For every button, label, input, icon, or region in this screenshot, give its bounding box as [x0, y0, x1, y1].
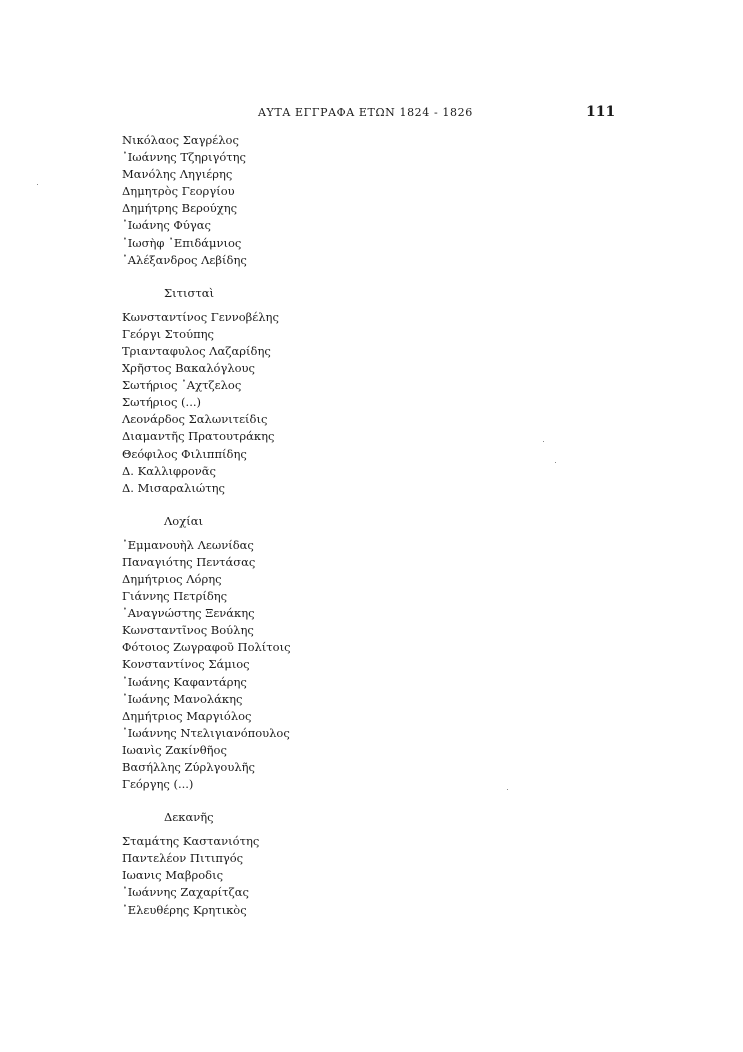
section-heading: Λοχίαι	[164, 513, 203, 528]
section-block	[122, 513, 422, 793]
name-entry: Κωνσταντῖνος Βούλης	[122, 623, 254, 638]
name-entry: Δ. Μισαραλιώτης	[122, 480, 225, 495]
name-entry: Μανόλης Ληγιέρης	[122, 167, 233, 182]
name-entry: Βασήλλης Ζύρλγουλῆς	[122, 760, 255, 774]
name-entry: Κωνσταντίνος Γεννοβέλης	[122, 309, 279, 324]
running-title: ΑΥΤΑ ΕΓΓΡΑΦΑ ΕΤΩΝ 1824 - 1826	[258, 106, 473, 119]
name-entry: Νικόλαος Σαγρέλος	[122, 133, 239, 147]
scan-speck	[507, 789, 508, 790]
name-entry: Γεόργι Στούπης	[122, 326, 214, 341]
name-entry: Χρῆστος Βακαλόγλους	[122, 361, 255, 376]
name-entry: Τριανταφυλος Λαζαρίδης	[122, 343, 271, 358]
name-entry: Γεόργης (...)	[122, 777, 194, 792]
name-entry: Κονσταντίνος Σάμιος	[122, 657, 250, 672]
name-entry: ᾿Ιωάννης Τζηριγότης	[122, 150, 246, 165]
section-block	[122, 132, 422, 269]
name-entry: Σωτήριος (...)	[122, 395, 201, 410]
section-heading: Σιτισταὶ	[164, 285, 214, 300]
name-entry: Δημήτριος Μαργιόλος	[122, 708, 252, 723]
name-entry: Σταμάτης Καστανιότης	[122, 834, 260, 849]
name-entry: Θεόφιλος Φιλιππίδης	[122, 446, 247, 461]
name-entry: Παντελέον Πιτιπγός	[122, 851, 244, 866]
name-entry: ᾿Ιωάννης Ζαχαρίτζας	[122, 885, 249, 900]
name-entry: ᾿Ιωάννης Ντελιγιανόπουλος	[122, 725, 290, 740]
name-entry: ᾿Αλέξανδρος Λεβίδης	[122, 252, 247, 267]
name-entry: Γιάννης Πετρίδης	[122, 589, 228, 604]
name-entry: Φότοιος Ζωγραφοῦ Πολίτοις	[122, 640, 291, 655]
name-entry: ᾿Ιωσὴφ ᾿Επιδάμνιος	[122, 235, 242, 250]
name-entry: Ιωανις Μαβροδις	[122, 868, 224, 883]
name-entry: Δ. Καλλιφρονᾶς	[122, 463, 216, 478]
scan-speck	[543, 441, 544, 442]
name-entry: ᾿Εμμανουὴλ Λεωνίδας	[122, 537, 254, 552]
name-entry: Διαμαντῆς Πρατουτράκης	[122, 429, 275, 444]
name-list	[122, 132, 422, 919]
name-entry: Ιωανὶς Ζακίνθῆος	[122, 742, 227, 757]
name-entry: ᾿Ιωάνης Καφαντάρης	[122, 674, 247, 689]
name-entry: Παναγιότης Πεντάσας	[122, 554, 256, 569]
name-entry: ᾿Αναγνώστης Ξενάκης	[122, 606, 255, 621]
name-entry: Δημητρὸς Γεοργίου	[122, 184, 235, 199]
scan-speck	[37, 184, 38, 185]
page-number: 111	[586, 104, 616, 120]
section-block	[122, 809, 422, 918]
name-entry: ᾿Ιωάνης Φύγας	[122, 218, 211, 233]
name-entry: Δημήτριος Λόρης	[122, 571, 222, 586]
name-entry: Λεονάρδος Σαλωνιτείδις	[122, 412, 268, 427]
name-entry: ᾿Ιωάνης Μανολάκης	[122, 691, 243, 706]
name-entry: Σωτήριος ᾿Αχτζελος	[122, 378, 242, 393]
scan-speck	[555, 462, 556, 463]
section-block	[122, 285, 422, 497]
section-heading: Δεκανῆς	[164, 810, 214, 825]
name-entry: ᾿Ελευθέρης Κρητικὸς	[122, 902, 247, 917]
name-entry: Δημήτρης Βερούχης	[122, 201, 238, 216]
